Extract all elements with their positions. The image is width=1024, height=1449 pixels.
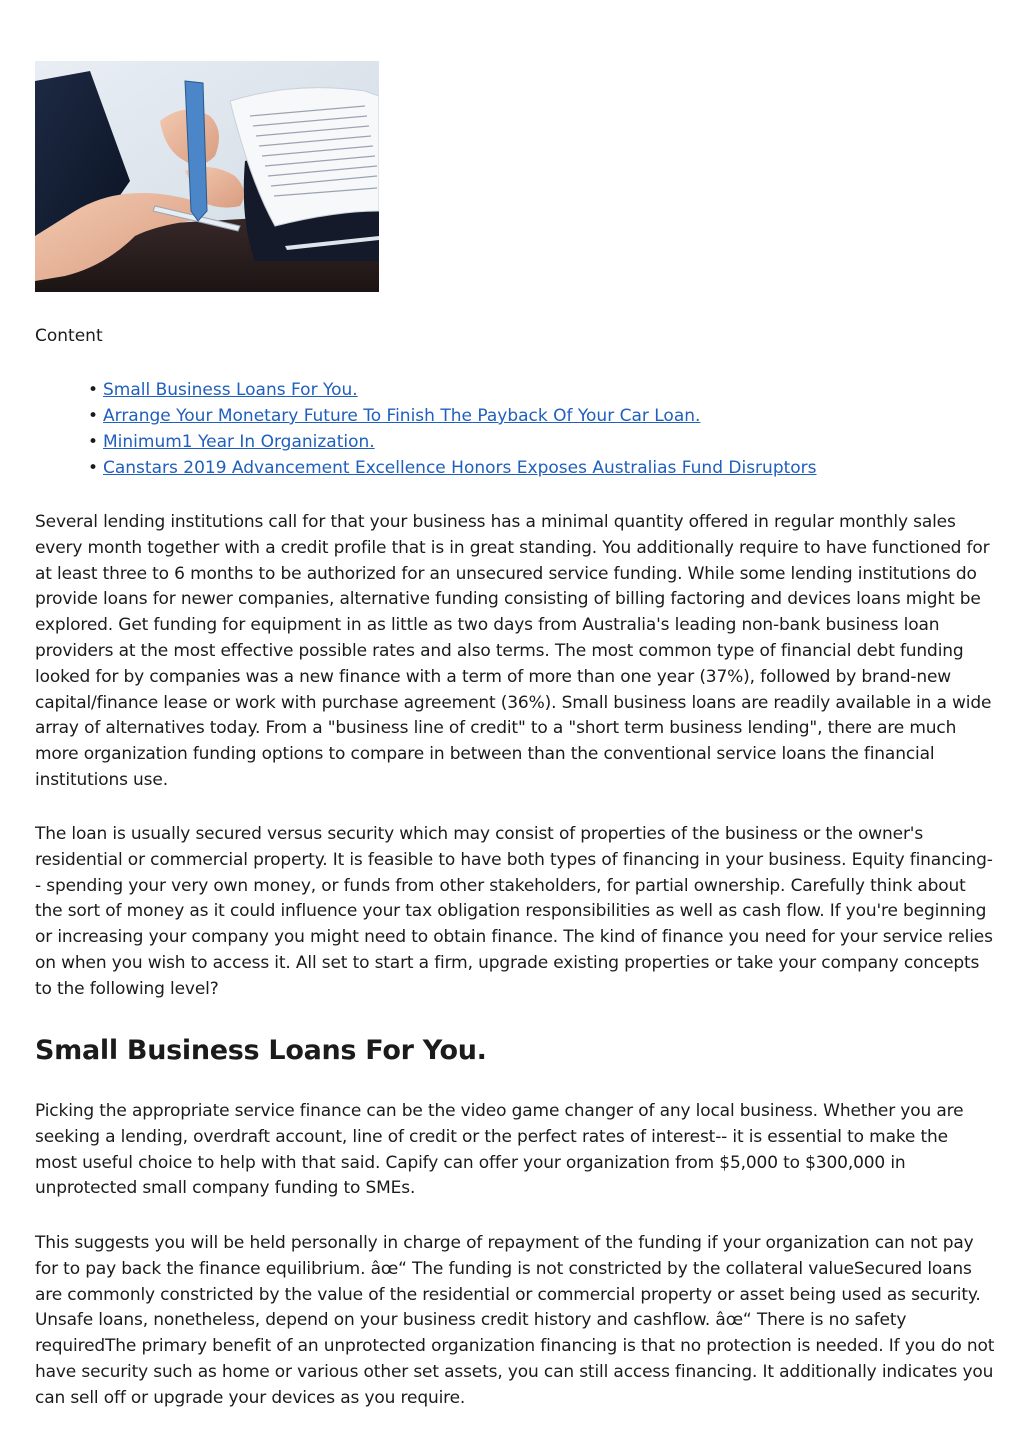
- content-label: Content: [35, 326, 103, 346]
- paragraph-unsecured-loans: This suggests you will be held personally in charge of repayment of the funding if your organization can not pay for to pay back the finance equilibrium. âœ“ The funding is not constricted by the collateral valueSecured loans are commonly constricted by the value of the residential or commercial property or asset being used as security. Unsafe loans, nonetheless, depend on your business credit history and cashflow. âœ“ There is no safety requiredThe primary benefit of an unprotected organization financing is that no protection is needed. If you do not have security such as home or various other set assets, you can still access financing. It additionally indicates you can sell off or upgrade your devices as you require.: [35, 1233, 995, 1408]
- toc-link-small-business-loans[interactable]: Small Business Loans For You.: [103, 380, 358, 400]
- toc-item: [103, 429, 817, 455]
- paragraph-lending-requirements: Several lending institutions call for that your business has a minimal quantity offered in regular monthly sales every month together with a credit profile that is in great standing. You additionally require to have functioned for at least three to 6 months to be authorized for an unsecured service funding. While some lending institutions do provide loans for newer companies, alternative funding consisting of billing factoring and devices loans might be explored. Get funding for equipment in as little as two days from Australia's leading non-bank business loan providers at the most effective possible rates and also terms. The most common type of financial debt funding looked for by companies was a new finance with a term of more than one year (37%), followed by brand-new capital/finance lease or work with purchase agreement (36%). Small business loans are readily available in a wide array of alternatives today. From a "business line of credit" to a "short term business lending", there are much more organization funding options to compare in between than the conventional service loans the financial institutions use.: [35, 512, 992, 790]
- hero-photo: [35, 61, 379, 292]
- table-of-contents: [35, 377, 817, 481]
- toc-item: [103, 455, 817, 481]
- toc-link-minimum-year[interactable]: Minimum1 Year In Organization.: [103, 432, 375, 452]
- toc-item: [103, 403, 817, 429]
- section-heading: Small Business Loans For You.: [35, 1035, 487, 1066]
- paragraph-choosing-finance: Picking the appropriate service finance can be the video game changer of any local business. Whether you are seeking a lending, overdraft account, line of credit or the perfect rates of interest-- it is essential to make the most useful choice to help with that said. Capify can offer your organization from $5,000 to $300,000 in unprotected small company funding to SMEs.: [35, 1101, 964, 1199]
- toc-item: [103, 377, 817, 403]
- toc-link-canstars-2019[interactable]: Canstars 2019 Advancement Excellence Honors Exposes Australias Fund Disruptors: [103, 458, 817, 478]
- business-meeting-image: [35, 61, 379, 292]
- paragraph-secured-loans: The loan is usually secured versus security which may consist of properties of the business or the owner's residential or commercial property. It is feasible to have both types of financing in your business. Equity financing-- spending your very own money, or funds from other stakeholders, for partial ownership. Carefully think about the sort of money as it could influence your tax obligation responsibilities as well as cash flow. If you're beginning or increasing your company you might need to obtain finance. The kind of finance you need for your service relies on when you wish to access it. All set to start a firm, upgrade existing properties or take your company concepts to the following level?: [35, 824, 993, 999]
- toc-link-monetary-future[interactable]: Arrange Your Monetary Future To Finish The Payback Of Your Car Loan.: [103, 406, 701, 426]
